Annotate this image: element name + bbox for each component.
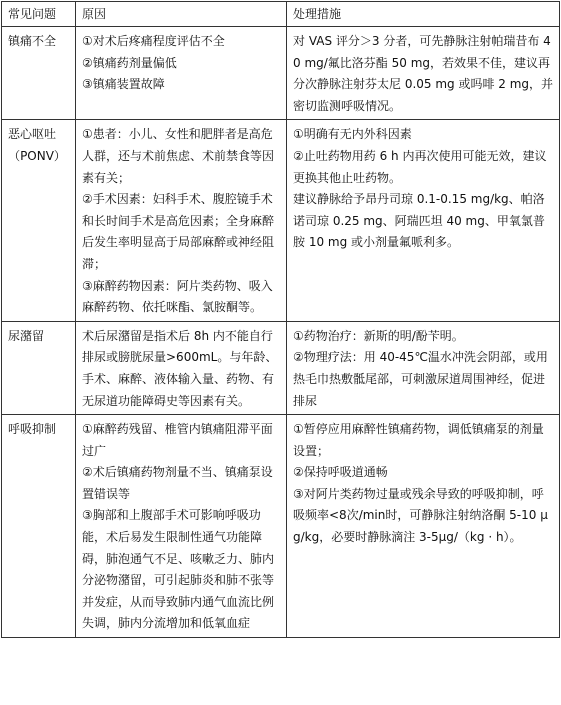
problem-name: 呼吸抑制 bbox=[8, 422, 57, 437]
problem-name: 恶心呕吐 bbox=[8, 127, 57, 142]
problem-cell bbox=[2, 415, 76, 638]
problem-name: 镇痛不全 bbox=[8, 34, 57, 48]
header-problem: 常见问题 bbox=[2, 2, 76, 27]
cause-cell bbox=[76, 27, 287, 120]
problem-cell bbox=[2, 27, 76, 120]
measure-cell bbox=[287, 321, 560, 414]
cause-item: ③镇痛装置故障 bbox=[82, 77, 165, 92]
measure-item: ②物理疗法：用 40-45℃温水冲洗会阴部，或用热毛巾热敷骶尾部，可刺激尿道周围神经，促进排尿 bbox=[293, 350, 548, 408]
cause-item: ②手术因素：妇科手术、腹腔镜手术和长时间手术是高危因素；全身麻醉后发生率明显高于局部麻醉或神经阻滞； bbox=[82, 192, 275, 271]
table-row bbox=[2, 321, 560, 414]
measure-item: ②止吐药物用药 6 h 内再次使用可能无效，建议更换其他止吐药物。 bbox=[293, 148, 547, 185]
table-row bbox=[2, 27, 560, 120]
header-measure: 处理措施 bbox=[287, 2, 560, 27]
measure-item: ①药物治疗：新斯的明/酚苄明。 bbox=[293, 328, 464, 343]
cause-item: ③麻醉药物因素：阿片类药物、吸入麻醉药物、依托咪酯、氯胺酮等。 bbox=[82, 278, 273, 315]
measure-item: ①暂停应用麻醉性镇痛药物，调低镇痛泵的剂量设置； bbox=[293, 422, 544, 458]
header-cause: 原因 bbox=[76, 2, 287, 27]
cause-item: ①患者：小儿、女性和肥胖者是高危人群，还与术前焦虑、术前禁食等因素有关； bbox=[82, 127, 275, 185]
complications-table bbox=[1, 1, 560, 638]
table-row bbox=[2, 415, 560, 638]
problem-name: 尿潴留 bbox=[8, 328, 45, 343]
measure-cell bbox=[287, 120, 560, 321]
measure-item: ②保持呼吸道通畅 bbox=[293, 465, 388, 480]
measure-item: ③对阿片类药物过量或残余导致的呼吸抑制，呼吸频率<8次/min时，可静脉注射纳洛酮 5-10 μg/kg，必要时静脉滴注 3-5μg/（kg · h）。 bbox=[293, 486, 548, 545]
table-row bbox=[2, 120, 560, 321]
measure-item: 建议静脉给予昂丹司琼 0.1-0.15 mg/kg、帕洛诺司琼 0.25 mg、阿瑞匹坦 40 mg、甲氧氯普胺 10 mg 或小剂量氟哌利多。 bbox=[293, 192, 545, 250]
measure-item: ①明确有无内外科因素 bbox=[293, 127, 412, 142]
cause-cell bbox=[76, 321, 287, 414]
cause-item: ②镇痛药剂量偏低 bbox=[82, 55, 177, 70]
measure-cell bbox=[287, 415, 560, 638]
problem-cell bbox=[2, 120, 76, 321]
cause-item: ①对术后疼痛程度评估不全 bbox=[82, 34, 225, 48]
problem-abbr: （PONV） bbox=[8, 148, 66, 163]
cause-cell bbox=[76, 120, 287, 321]
cause-item: ②术后镇痛药物剂量不当、镇痛泵设置错误等 bbox=[82, 465, 273, 501]
cause-cell bbox=[76, 415, 287, 638]
measure-cell bbox=[287, 27, 560, 120]
measure-item: 对 VAS 评分＞3 分者，可先静脉注射帕瑞昔布 40 mg/氟比洛芬酯 50 mg，若效果不佳，建议再分次静脉注射芬太尼 0.05 mg 或吗啡 2 mg，并密切监测呼吸情况。 bbox=[293, 34, 554, 113]
cause-item: ③胸部和上腹部手术可影响呼吸功能，术后易发生限制性通气功能障碍，肺泡通气不足、咳嗽乏力、肺内分泌物潴留，可引起肺炎和肺不张等并发症，从而导致肺内通气血流比例失调，肺内分流增加和低氧血症 bbox=[82, 508, 275, 631]
cause-item: ①麻醉药残留、椎管内镇痛阻滞平面过广 bbox=[82, 422, 273, 458]
table-header-row bbox=[2, 2, 560, 27]
cause-item: 术后尿潴留是指术后 8h 内不能自行排尿或膀胱尿量>600mL。与年龄、手术、麻醉、液体输入量、药物、有无尿道功能障碍史等因素有关。 bbox=[82, 328, 278, 408]
problem-cell bbox=[2, 321, 76, 414]
